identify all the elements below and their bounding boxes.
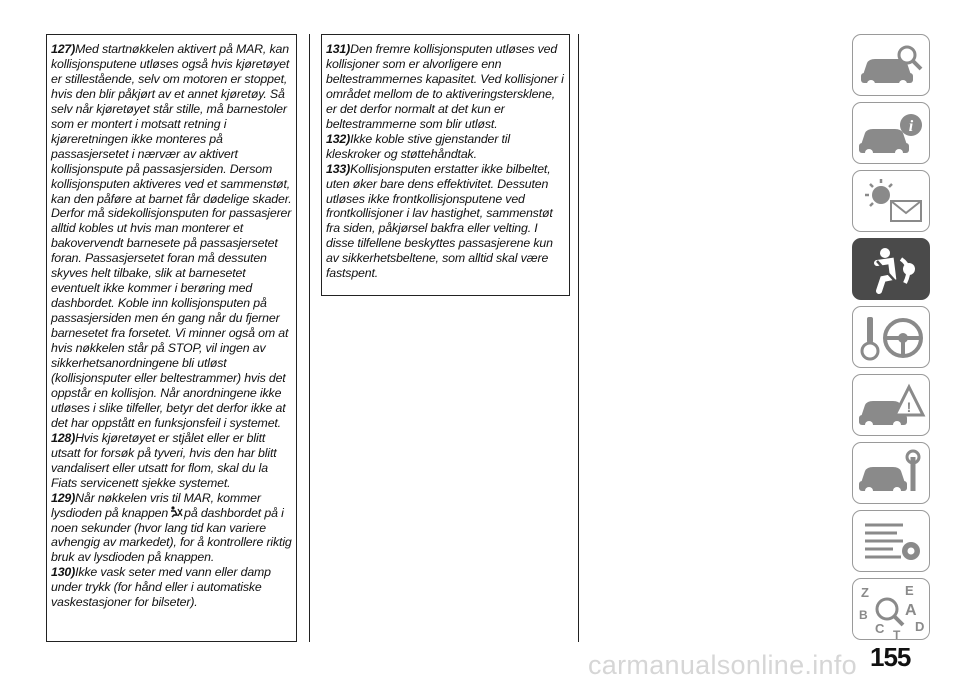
note-133: 133)Kollisjonsputen erstatter ikke bilbeltet, uten øker bare dens effektivitet. Dessuten utløses ikke frontkollisjonsputene ved frontkollisjoner i lav hastighet, sammenstøt fra siden, påkjørsel bakfra eller velting. I disse tilfellene beskyttes passasjerene kun av sikkerhetsbeltene, som alltid skal være fastspent.	[326, 161, 553, 281]
tab-starting-driving[interactable]	[852, 306, 930, 368]
passenger-airbag-off-icon	[169, 506, 183, 518]
svg-text:!: !	[906, 399, 912, 415]
car-info-icon	[853, 103, 931, 165]
note-127: 127)Med startnøkkelen aktivert på MAR, kan kollisjonsputene utløses også hvis kjøretøyet er stillestående, selv om motoren er stoppet, hvis den blir påkjørt av et annet kjøretøy. Så selv når kjøretøyet står stille, må barnestoler som er montert i motsatt retning i kjøreretningen ikke monteres på passasjersetet i nærvær av aktivert kollisjonspute på passasjersiden. Dersom kollisjonsputen aktiveres ved et sammenstøt, kan den påføre at barnet får dødelige skader. Derfor må sidekollisjonsputen for passasjerer alltid kobles ut hvis man monterer et bakovervendt barnesete på passasjersetet foran. Passasjersetet foran må dessuten skyves helt tilbake, slik at barnesetet eventuelt ikke kommer i berøring med dashbordet. Koble inn kollisjonsputen på passasjersiden men én gang når du fjerner barnesetet fra forsetet. Vi minner også om at hvis nøkkelen står på STOP, vil ingen av sikkerhetsanordningene bli utløst (kollisjonsputer eller beltestrammer) hvis det oppstår en kollisjon. Når anordningene ikke utløses i slike tilfeller, betyr det derfor ikke at det har oppstått en funksjonsfeil i systemet.	[51, 42, 292, 430]
note-129: 129)Når nøkkelen vris til MAR, kommer lysdioden på knappen på dashbordet på i noen sekunder (hvor lang tid kan variere avhengig av markedet), for å kontrollere riktig bruk av lysdioden på knappen.	[51, 490, 292, 565]
technical-data-list-icon	[853, 511, 931, 573]
tab-technical-data[interactable]	[852, 510, 930, 572]
note-128: 128)Hvis kjøretøyet er stjålet eller er blitt utsatt for forsøk på tyveri, hvis den har blitt vandalisert eller utsatt for flom, skal du la Fiats servicenett sjekke systemet.	[51, 430, 277, 490]
car-warning-triangle-icon	[853, 375, 931, 437]
tab-warning-lights[interactable]	[852, 170, 930, 232]
warning-light-message-icon	[853, 171, 931, 233]
tab-safety[interactable]	[852, 238, 930, 300]
tab-emergency[interactable]	[852, 374, 930, 436]
key-steering-wheel-icon	[853, 307, 931, 369]
car-search-icon	[853, 35, 931, 97]
note-130: 130)Ikke vask seter med vann eller damp under trykk (for hånd eller i automatiske vaskestasjoner for bilseter).	[51, 565, 271, 610]
seatbelt-airbag-icon	[853, 239, 931, 301]
watermark: carmanualsonline.info	[588, 650, 857, 680]
tab-car-knowledge[interactable]	[852, 34, 930, 96]
index-letter: C	[875, 621, 885, 636]
index-letter: D	[915, 619, 925, 634]
index-letter: T	[893, 628, 901, 641]
svg-text:i: i	[908, 118, 914, 135]
alphabetical-index-icon	[853, 579, 931, 641]
index-letter: Z	[861, 585, 869, 600]
index-letter: E	[905, 583, 914, 598]
tab-index[interactable]	[852, 578, 930, 640]
tab-car-info[interactable]	[852, 102, 930, 164]
car-wrench-icon	[853, 443, 931, 505]
note-131: 131)Den fremre kollisjonsputen utløses ved kollisjoner som er alvorligere enn beltestrammernes kapasitet. Ved kollisjoner i området mellom de to aktiveringstersklene, er det derfor normalt at det kun er beltestrammerne som blir utløst.	[326, 42, 564, 131]
page-number: 155	[870, 642, 911, 672]
index-letter: B	[859, 608, 868, 622]
note-132: 132)Ikke koble stive gjenstander til kleskroker og støttehåndtak.	[326, 131, 510, 161]
column-divider	[309, 34, 310, 642]
notes-column-left	[46, 34, 297, 642]
column-divider	[578, 34, 579, 642]
notes-column-right	[321, 34, 570, 296]
tab-maintenance[interactable]	[852, 442, 930, 504]
index-letter: A	[905, 602, 917, 619]
